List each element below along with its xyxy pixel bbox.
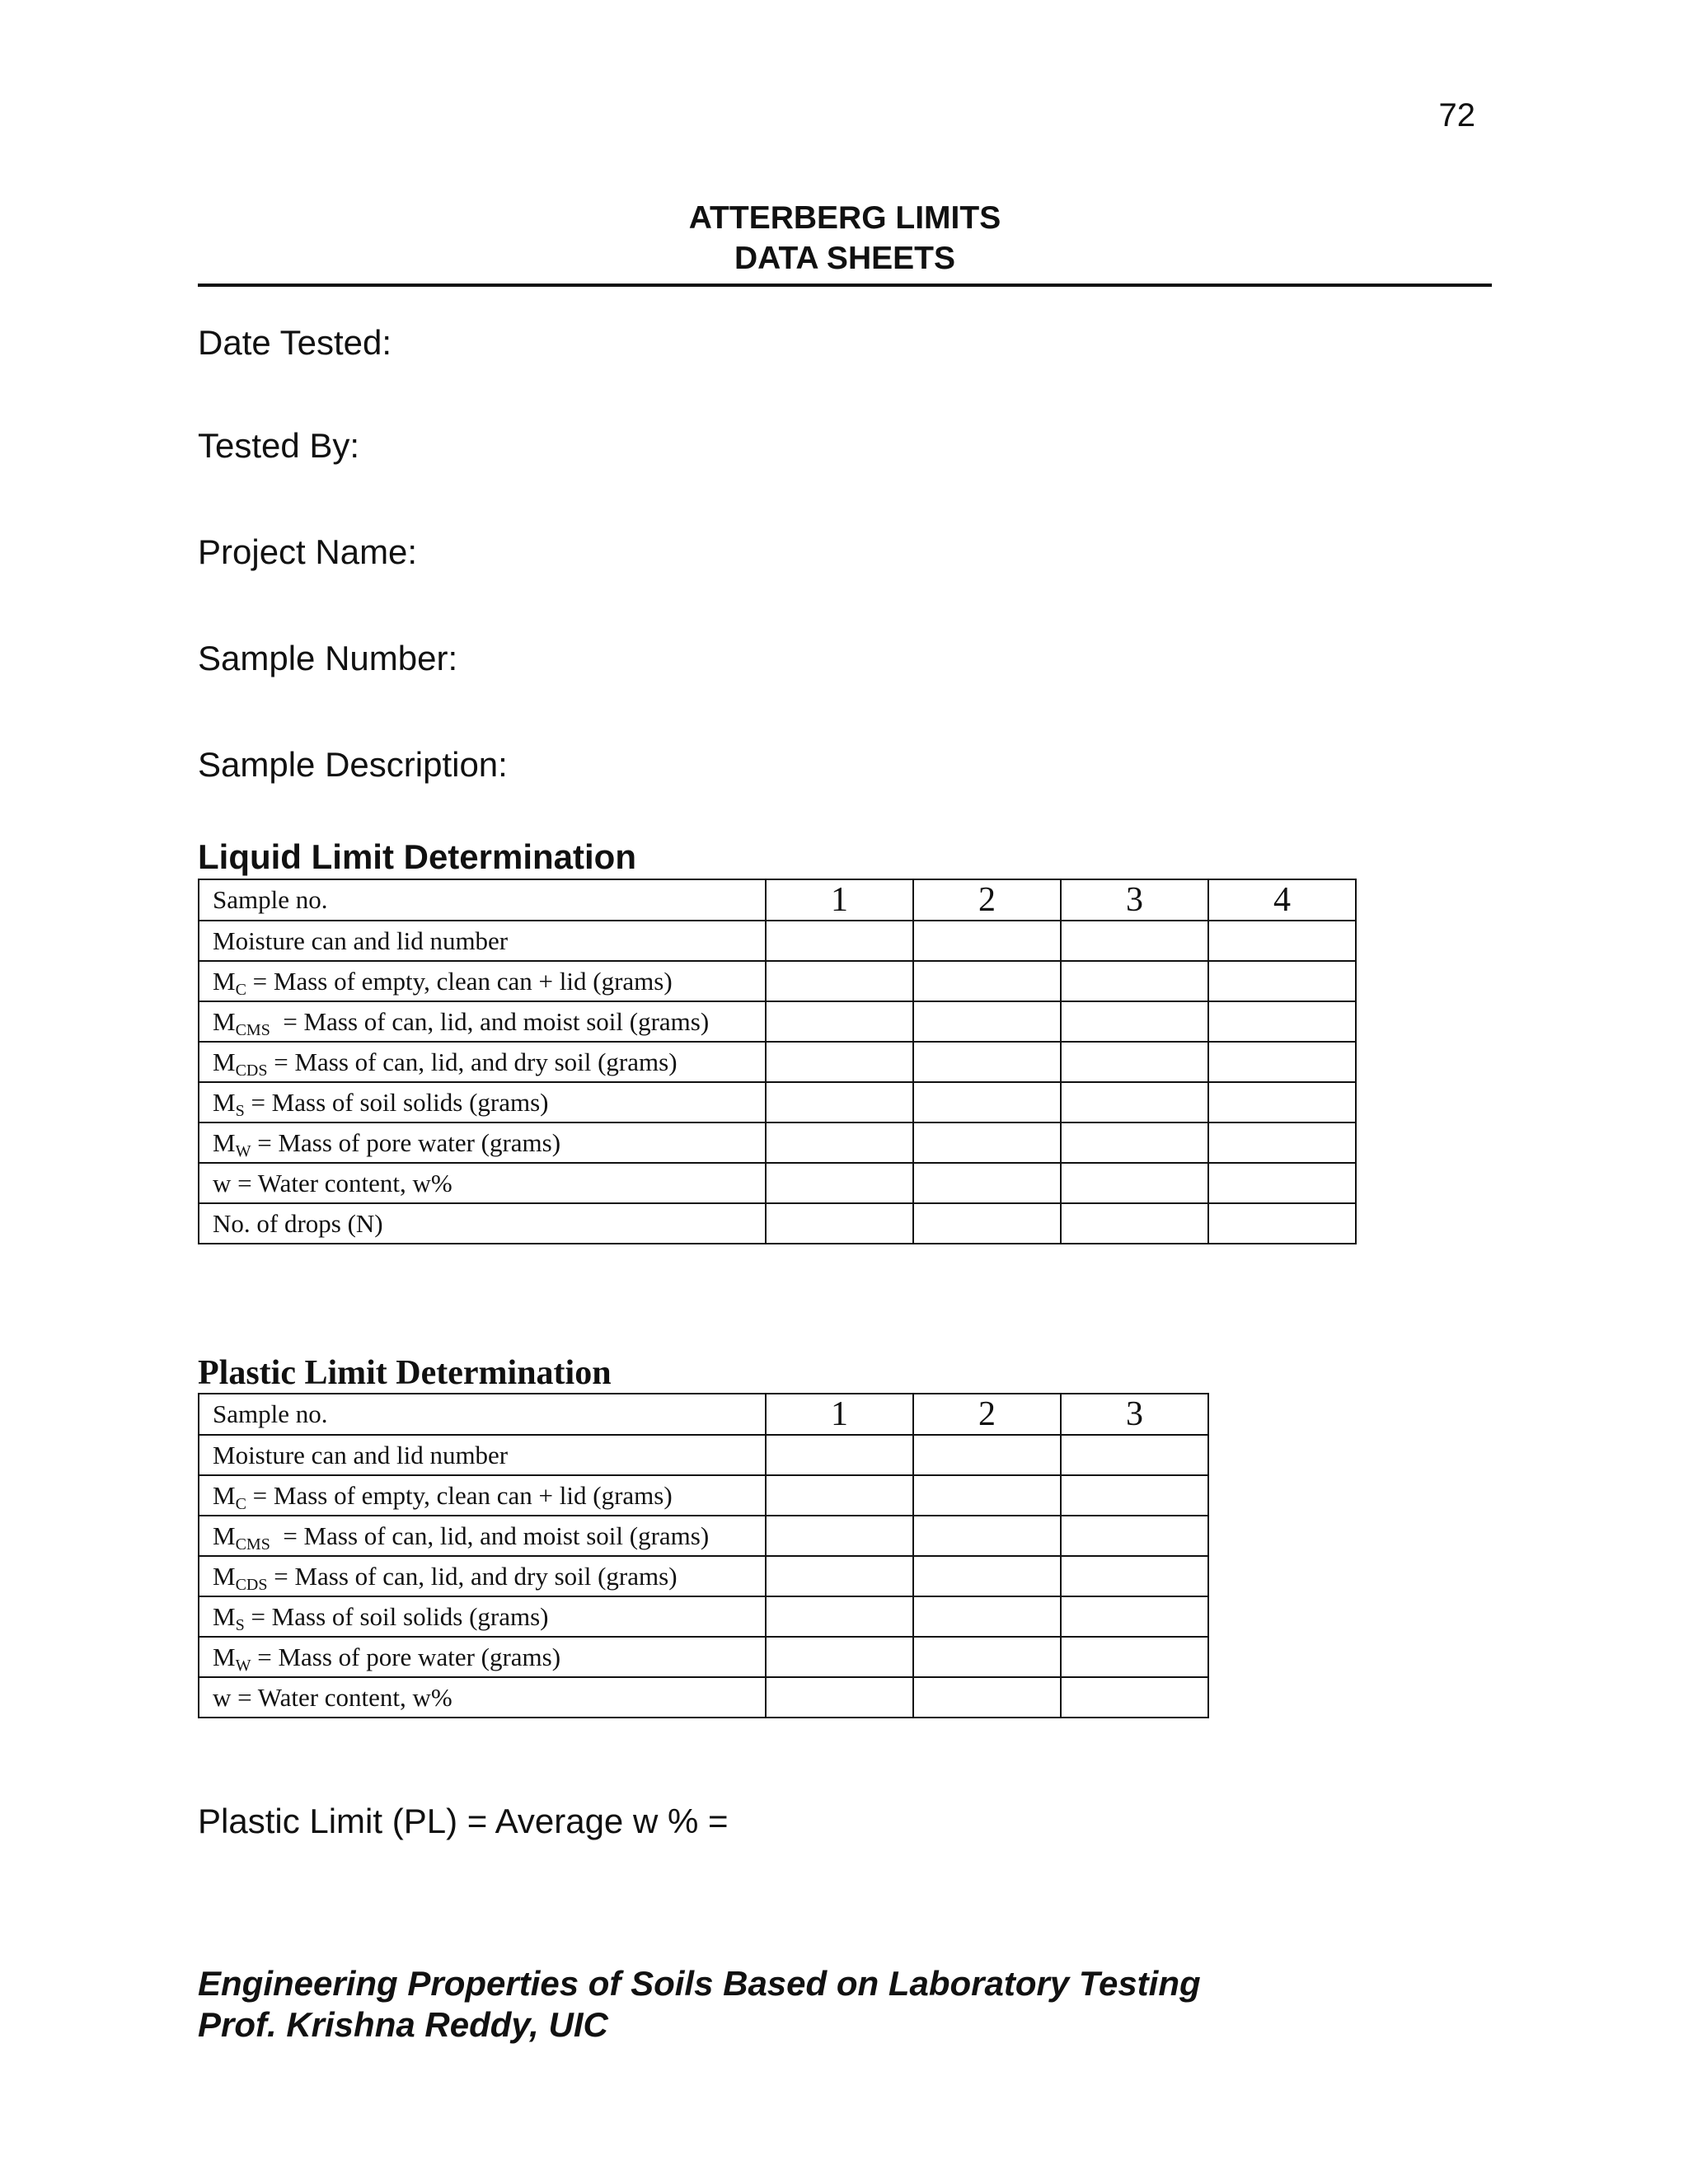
entry-cell [766,1637,913,1677]
entry-cell [913,921,1061,961]
footer-line-1: Engineering Properties of Soils Based on Laboratory Testing [198,1964,1201,2003]
plastic-limit-table [198,1393,1209,1718]
sample-number-header: 4 [1208,879,1356,921]
sample-number-label: Sample Number: [198,639,458,677]
row-label: w = Water content, w% [199,1677,766,1718]
row-label: Moisture can and lid number [199,1435,766,1475]
entry-cell [1061,961,1208,1001]
entry-cell [1208,1001,1356,1042]
entry-cell [1208,921,1356,961]
table-row [199,1556,1208,1596]
row-label: w = Water content, w% [199,1163,766,1203]
entry-cell [1061,1556,1208,1596]
footer [198,1963,1201,2046]
table-row [199,879,1356,921]
title-line-2: DATA SHEETS [734,241,955,276]
entry-cell [1061,1122,1208,1163]
date-tested-label: Date Tested: [198,323,392,362]
row-label: Moisture can and lid number [199,921,766,961]
table-row [199,1122,1356,1163]
entry-cell [913,1435,1061,1475]
entry-cell [1061,1677,1208,1718]
entry-cell [913,1637,1061,1677]
entry-cell [766,1596,913,1637]
entry-cell [913,1677,1061,1718]
entry-cell [913,1082,1061,1122]
sample-number-header: 2 [913,879,1061,921]
sample-number-header: 3 [1061,879,1208,921]
entry-cell [1061,1203,1208,1244]
table-row [199,961,1356,1001]
entry-cell [913,1556,1061,1596]
row-label: $M_C$ = Mass of empty, clean can + lid (grams) [199,961,766,1001]
entry-cell [1208,961,1356,1001]
entry-cell [766,1475,913,1516]
table-row [199,1082,1356,1122]
sample-number-header: 1 [766,879,913,921]
entry-cell [1061,1637,1208,1677]
entry-cell [913,961,1061,1001]
entry-cell [1208,1203,1356,1244]
row-label: Sample no. [199,879,766,921]
entry-cell [913,1596,1061,1637]
row-label: Sample no. [199,1394,766,1435]
entry-cell [913,1122,1061,1163]
page-number: 72 [1438,97,1475,134]
entry-cell [1061,1001,1208,1042]
table-row [199,1163,1356,1203]
entry-cell [1208,1042,1356,1082]
entry-cell [913,1516,1061,1556]
entry-cell [913,1475,1061,1516]
sample-description-label: Sample Description: [198,745,508,784]
entry-cell [1061,1082,1208,1122]
row-label: $M_S$ = Mass of soil solids (grams) [199,1596,766,1637]
entry-cell [1208,1163,1356,1203]
entry-cell [913,1001,1061,1042]
entry-cell [766,1516,913,1556]
entry-cell [766,1677,913,1718]
row-label: $M_{CDS}$ = Mass of can, lid, and dry soil (grams) [199,1556,766,1596]
entry-cell [913,1042,1061,1082]
entry-cell [1061,1516,1208,1556]
tested-by-label: Tested By: [198,426,360,465]
entry-cell [766,961,913,1001]
row-label: $M_{CMS}$ = Mass of can, lid, and moist soil (grams) [199,1001,766,1042]
plastic-limit-average-label: Plastic Limit (PL) = Average w % = [198,1802,729,1840]
table-row [199,1677,1208,1718]
table-row [199,1637,1208,1677]
entry-cell [766,1122,913,1163]
plastic-limit-heading: Plastic Limit Determination [198,1354,612,1392]
table-row [199,1516,1208,1556]
page-title [198,198,1492,287]
entry-cell [1208,1082,1356,1122]
table-row [199,1596,1208,1637]
sample-number-header: 3 [1061,1394,1208,1435]
row-label: $M_S$ = Mass of soil solids (grams) [199,1082,766,1122]
entry-cell [1061,1163,1208,1203]
entry-cell [766,1203,913,1244]
row-label: $M_W$ = Mass of pore water (grams) [199,1122,766,1163]
entry-cell [1061,921,1208,961]
entry-cell [913,1163,1061,1203]
entry-cell [766,921,913,961]
sample-number-header: 1 [766,1394,913,1435]
table-row [199,921,1356,961]
table-row [199,1394,1208,1435]
row-label: $M_{CDS}$ = Mass of can, lid, and dry soil (grams) [199,1042,766,1082]
table-row [199,1435,1208,1475]
entry-cell [766,1001,913,1042]
entry-cell [766,1042,913,1082]
footer-line-2: Prof. Krishna Reddy, UIC [198,2005,608,2044]
entry-cell [766,1082,913,1122]
table-row [199,1042,1356,1082]
entry-cell [766,1556,913,1596]
row-label: $M_W$ = Mass of pore water (grams) [199,1637,766,1677]
entry-cell [913,1203,1061,1244]
entry-cell [1061,1042,1208,1082]
row-label: $M_{CMS}$ = Mass of can, lid, and moist soil (grams) [199,1516,766,1556]
sample-number-header: 2 [913,1394,1061,1435]
table-row [199,1203,1356,1244]
entry-cell [1061,1475,1208,1516]
entry-cell [766,1435,913,1475]
table-row [199,1001,1356,1042]
entry-cell [1061,1596,1208,1637]
row-label: $M_C$ = Mass of empty, clean can + lid (grams) [199,1475,766,1516]
entry-cell [1208,1122,1356,1163]
liquid-limit-heading: Liquid Limit Determination [198,837,636,876]
entry-cell [766,1163,913,1203]
liquid-limit-table [198,879,1357,1244]
row-label: No. of drops (N) [199,1203,766,1244]
entry-cell [1061,1435,1208,1475]
table-row [199,1475,1208,1516]
title-line-1: ATTERBERG LIMITS [688,200,1001,236]
project-name-label: Project Name: [198,532,418,571]
